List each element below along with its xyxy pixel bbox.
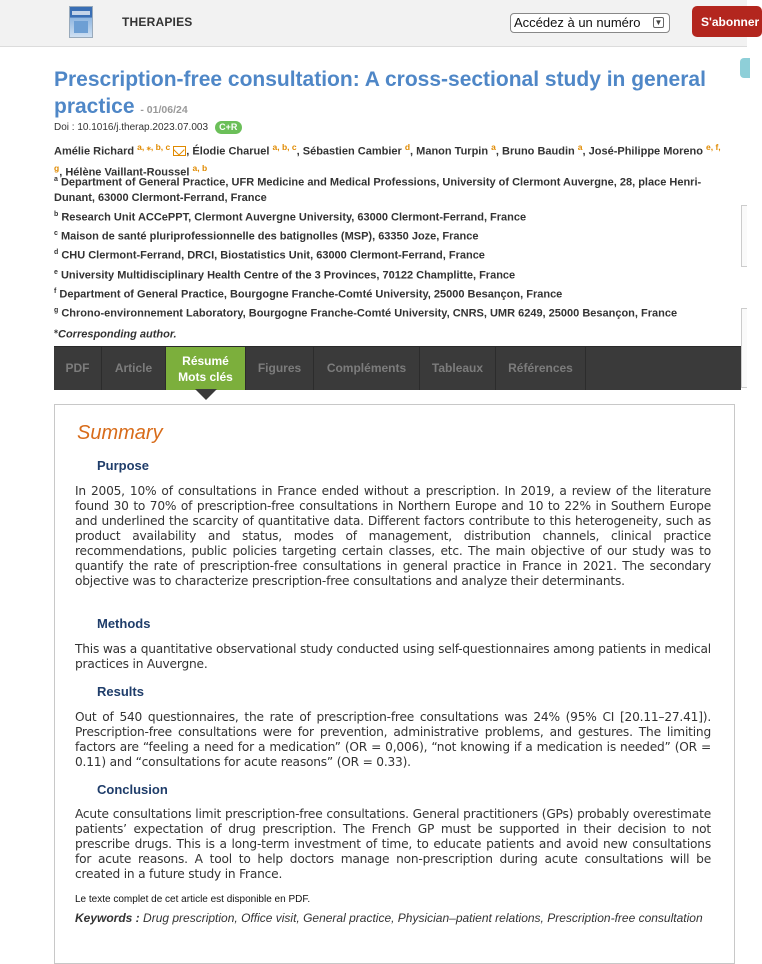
active-tab-pointer <box>195 389 217 400</box>
article-title-text: Prescription-free consultation: A cross-sectional study in general practice <box>54 68 706 118</box>
corresponding-text: Corresponding author. <box>58 328 177 341</box>
author-affil-refs[interactable]: d <box>404 142 411 152</box>
affiliation <box>54 245 729 264</box>
author-name[interactable]: Élodie Charuel <box>192 145 270 158</box>
affiliation <box>54 207 729 226</box>
author-affil-refs[interactable]: a <box>491 142 496 152</box>
email-icon[interactable] <box>173 146 186 156</box>
keywords-label: Keywords : <box>75 911 140 925</box>
tab-complements[interactable]: Compléments <box>314 347 420 390</box>
chevron-down-icon: ▼ <box>654 18 663 27</box>
section-text-results: Out of 540 questionnaires, the rate of prescription-free consultations was 24% (95% CI [20.11–27.41]). Prescription-free consultations were for prevention, administrative problems, and gestures. The limiting factors are “feeling a need for a medication” (OR = 0,006), “not knowing if a medication is needed” (OR = 0.11) and “consultations for acute reasons” (OR = 0.33). <box>75 710 711 769</box>
journal-cover-image[interactable] <box>69 6 93 38</box>
corresponding-author-note <box>54 326 177 341</box>
author-name[interactable]: Manon Turpin <box>416 145 489 158</box>
author-list: Amélie Richard $^{a, ⁎, b, c}$ , Élodie Charuel $^{a, b, c}$, Sébastien Cambier $^d$, Manon Turpin $^a$, Bruno Baudin $^a$, José-Philippe Moreno $^{e, f, g}$, Hélène Vaillant-Roussel $^{a, b}$ <box>54 142 721 179</box>
section-text-purpose: In 2005, 10% of consultations in France ended without a prescription. In 2019, a review of the literature found 30 to 70% of prescription-free consultations in Northern Europe and 10 to 22% in Southern Europe and underlined the scarcity of quantitative data. Different factors contribute to this heterogeneity, such as product availability and status, modes of management, distribution channels, clinical practice recommendations, public policies targeting certain classes, etc. The main objective of our study was to quantify the rate of prescription-free consultations in general practice in France in 2021. The secondary objective was to characterize prescription-free consultations and analyze their determinants. <box>75 484 711 588</box>
affiliation-key: b <box>54 210 59 218</box>
publication-date: - 01/06/24 <box>140 104 188 116</box>
issue-select[interactable] <box>510 13 670 33</box>
author-name[interactable]: Amélie Richard <box>54 145 135 158</box>
affiliation <box>54 303 729 322</box>
author-name[interactable]: Hélène Vaillant-Roussel <box>65 166 190 179</box>
affiliation-text: Chrono-environnement Laboratory, Bourgogne Franche-Comté University, CNRS, UMR 6249, 25000 Besançon, France <box>61 307 678 320</box>
section-heading-conclusion: Conclusion <box>97 782 168 797</box>
doi <box>54 121 242 134</box>
section-heading-methods: Methods <box>97 616 151 631</box>
tab-figures[interactable]: Figures <box>246 347 314 390</box>
tab-references[interactable]: Références <box>496 347 586 390</box>
affiliation-key: a <box>54 176 58 183</box>
affiliation <box>54 284 729 303</box>
article-tab-bar <box>54 346 741 390</box>
affiliation-list <box>54 172 729 322</box>
affiliation-text: Research Unit ACCePPT, Clermont Auvergne University, 63000 Clermont-Ferrand, France <box>61 211 527 224</box>
tab-label-line2: Mots clés <box>178 370 233 384</box>
tab-article[interactable]: Article <box>102 347 166 390</box>
article-title <box>54 66 724 124</box>
affiliation-text: Department of General Practice, Bourgogne Franche-Comté University, 25000 Besançon, France <box>59 288 563 301</box>
author-affil-refs[interactable]: a, b, c <box>272 142 297 152</box>
affiliation <box>54 265 729 284</box>
author-affil-refs[interactable]: a <box>577 142 583 152</box>
issue-select-value: Accédez à un numéro <box>514 15 641 30</box>
section-text-methods: This was a quantitative observational study conducted using self-questionnaires among patients in medical practices in Auvergne. <box>75 642 711 671</box>
affiliation <box>54 226 729 245</box>
side-widget-2[interactable] <box>741 308 747 388</box>
summary-title: Summary <box>77 422 163 444</box>
top-bar <box>0 0 760 47</box>
author-name[interactable]: José-Philippe Moreno <box>588 145 703 158</box>
author-name[interactable]: Sébastien Cambier <box>302 145 402 158</box>
tab-pdf[interactable]: PDF <box>54 347 102 390</box>
section-heading-results: Results <box>97 684 144 699</box>
affiliation <box>54 172 729 207</box>
side-feedback-tab[interactable] <box>740 58 750 78</box>
tab-tableaux[interactable]: Tableaux <box>420 347 496 390</box>
corresponding-mark: ⁎ <box>54 326 58 335</box>
affiliation-key: f <box>54 287 57 295</box>
author-affil-refs[interactable]: e, f, g <box>54 142 721 173</box>
section-heading-purpose: Purpose <box>97 458 150 473</box>
crossmark-badge[interactable]: C+R <box>215 121 242 134</box>
affiliation-key: d <box>54 249 59 257</box>
affiliation-key: c <box>54 230 58 238</box>
author-name[interactable]: Bruno Baudin <box>502 145 575 158</box>
affiliation-text: University Multidisciplinary Health Centre of the 3 Provinces, 70122 Champlitte, France <box>60 269 516 282</box>
affiliation-key: e <box>54 268 58 276</box>
journal-name[interactable]: THERAPIES <box>122 15 193 29</box>
tab-resume-mots-cles[interactable] <box>166 347 246 390</box>
keywords-text: Drug prescription, Office visit, General practice, Physician–patient relations, Prescription-free consultation <box>143 911 703 925</box>
keywords <box>75 911 715 926</box>
affiliation-key: g <box>54 307 59 315</box>
doi-text[interactable]: Doi : 10.1016/j.therap.2023.07.003 <box>54 122 209 134</box>
side-widget[interactable] <box>741 205 747 267</box>
author-affil-refs[interactable]: a, b <box>192 162 208 173</box>
affiliation-text: Maison de santé pluriprofessionnelle des batignolles (MSP), 63350 Joze, France <box>60 230 479 243</box>
subscribe-button[interactable]: S'abonner <box>692 6 762 37</box>
tab-label-line1: Résumé <box>182 354 229 368</box>
affiliation-text: CHU Clermont-Ferrand, DRCI, Biostatistics Unit, 63000 Clermont-Ferrand, France <box>61 250 485 262</box>
fulltext-note: Le texte complet de cet article est disponible en PDF. <box>75 894 311 905</box>
section-text-conclusion: Acute consultations limit prescription-free consultations. General practitioners (GPs) probably overestimate patients’ expectation of drug prescription. The French GP must be supported in their decision to not prescribe drugs. This is a long-term investment of time, to educate patients and avoid new consultations for acute reasons. A tool to help doctors manage non-prescription during acute consultations will be created in a future study in France. <box>75 807 711 881</box>
author-affil-refs[interactable]: a, ⁎, b, c <box>137 142 171 152</box>
affiliation-text: Department of General Practice, UFR Medicine and Medical Professions, University of Clermont Auvergne, 28, place Henri-Dunant, 63000 Clermont-Ferrand, France <box>54 176 702 205</box>
